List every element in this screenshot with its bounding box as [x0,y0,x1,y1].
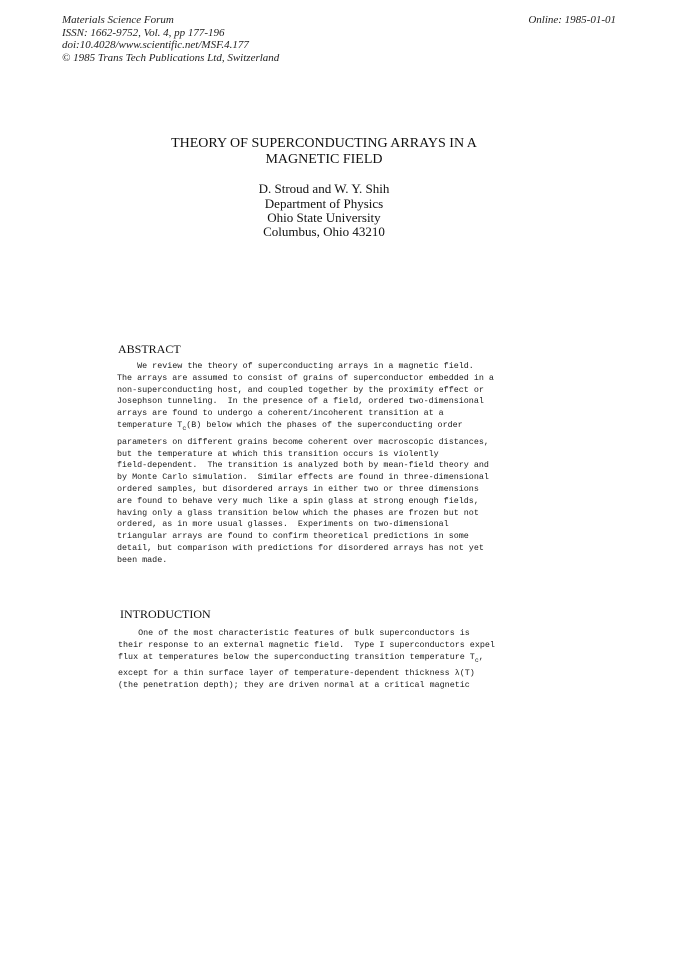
author-city: Columbus, Ohio 43210 [263,224,385,239]
abstract-line: ordered, as in more usual glasses. Experiments on two-dimensional [117,519,449,530]
paper-title-line-1: THEORY OF SUPERCONDUCTING ARRAYS IN A [171,136,477,151]
abstract-heading: ABSTRACT [118,342,181,356]
copyright-line: © 1985 Trans Tech Publications Ltd, Switzerland [62,51,280,64]
author-names: D. Stroud and W. Y. Shih [258,181,390,196]
intro-line: One of the most characteristic features of bulk superconductors is [118,628,470,638]
introduction-body [118,628,538,692]
intro-tc-subscript: c [474,656,479,664]
abstract-line: but the temperature at which this transition occurs is violently [117,448,439,459]
abstract-line: arrays are found to undergo a coherent/incoherent transition at a [117,408,444,419]
tc-post: (B) below which the phases of the superconducting order [186,419,463,430]
abstract-line: detail, but comparison with predictions for disordered arrays has not yet [117,542,484,553]
abstract-line: Josephson tunneling. In the presence of a field, ordered two-dimensional [117,396,484,407]
abstract-line: been made. [117,554,168,565]
online-date: Online: 1985-01-01 [528,14,616,26]
abstract-line: having only a glass transition below which the phases are frozen but not [117,507,479,518]
intro-line-tc [118,652,538,664]
abstract-line: non-superconducting host, and coupled together by the proximity effect or [117,384,484,395]
intro-tc-post: , [478,651,484,662]
abstract-line-tc [117,420,537,432]
journal-header [62,14,279,64]
abstract-line: parameters on different grains become coherent over macroscopic distances, [117,436,489,447]
abstract-line: field-dependent. The transition is analyzed both by mean-field theory and [117,460,489,471]
abstract-line: by Monte Carlo simulation. Similar effects are found in three-dimensional [117,472,489,483]
issn-line: ISSN: 1662-9752, Vol. 4, pp 177-196 [62,26,225,39]
author-department: Department of Physics [264,196,384,211]
tc-subscript: c [182,424,187,432]
intro-line: (the penetration depth); they are driven normal at a critical magnetic [118,680,470,691]
abstract-line: The arrays are assumed to consist of grains of superconductor embedded in a [117,372,494,383]
introduction-heading: INTRODUCTION [120,607,211,621]
abstract-line: We review the theory of superconducting arrays in a magnetic field. [117,361,474,371]
abstract-line: triangular arrays are found to confirm theoretical predictions in some [117,531,469,542]
journal-name: Materials Science Forum [62,14,174,26]
intro-line: their response to an external magnetic field. Type I superconductors expel [118,639,495,650]
doi-line: doi:10.4028/www.scientific.net/MSF.4.177 [62,39,249,51]
author-university: Ohio State University [267,210,381,225]
paper-title-line-2: MAGNETIC FIELD [265,152,383,167]
abstract-body [117,361,537,567]
intro-line: except for a thin surface layer of temperature-dependent thickness λ(T) [118,668,475,679]
abstract-line: ordered samples, but disordered arrays in either two or three dimensions [117,483,479,494]
tc-pre: temperature T [117,419,183,430]
intro-tc-pre: flux at temperatures below the superconducting transition temperature T [118,651,475,662]
abstract-line: are found to behave very much like a spin glass at strong enough fields, [117,495,479,506]
